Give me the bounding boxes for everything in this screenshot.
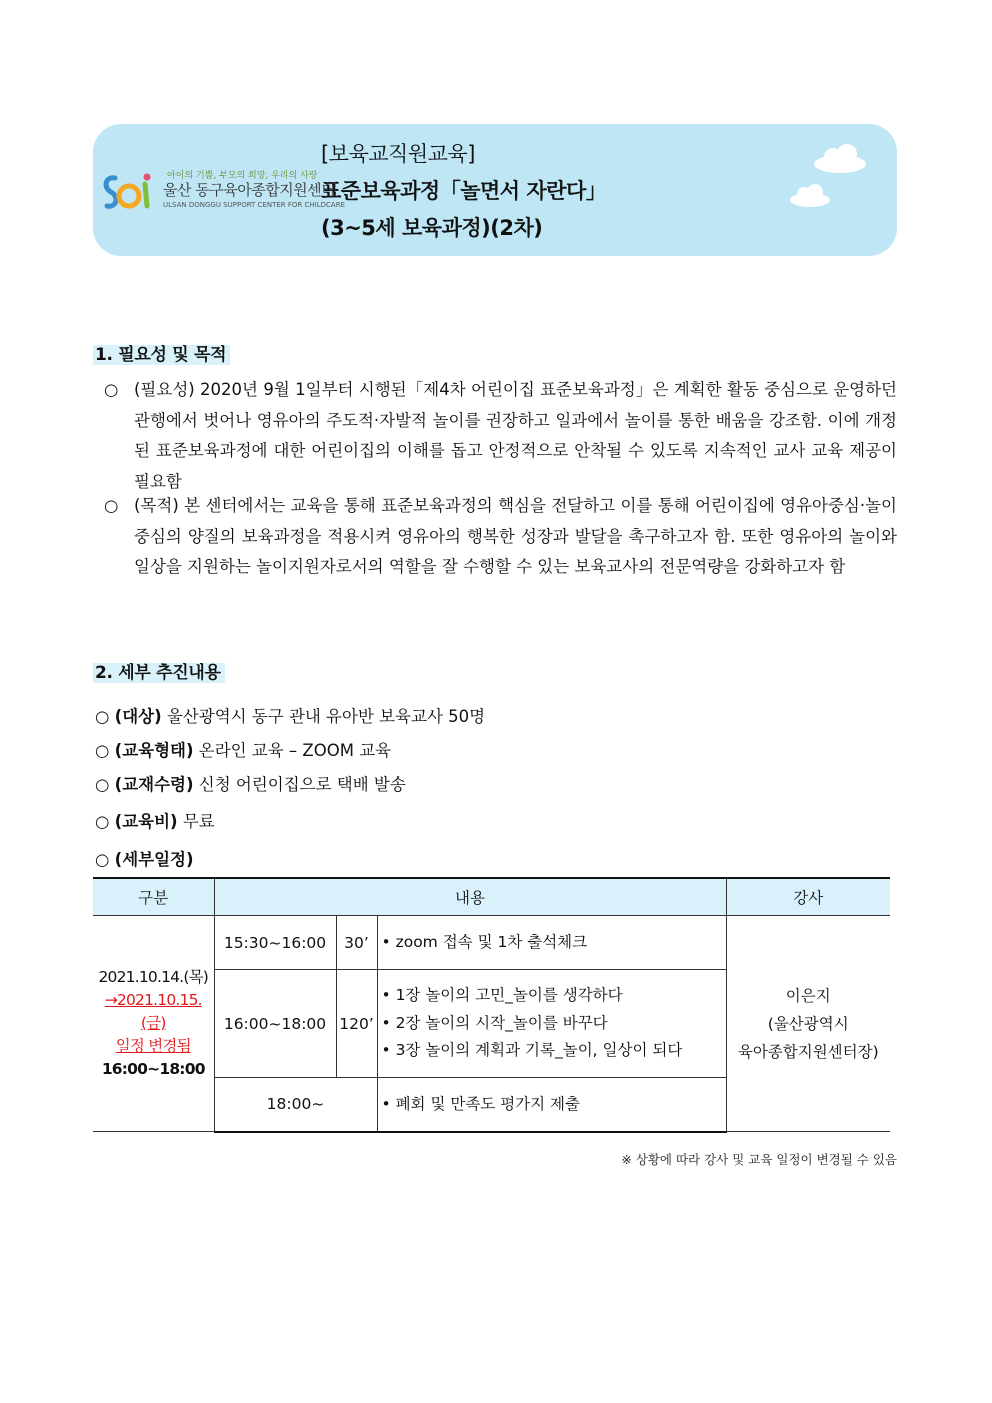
section-1-paragraph-purpose: ○ (목적) 본 센터에서는 교육을 통해 표준보육과정의 핵심을 전달하고 이를 통해 어린이집에 영유아중심·놀이중심의 양질의 보육과정을 적용시켜 영유아의 행복한 성장과 발달을 촉구하고자 함. 또한 영유아의 놀이와 일상을 지원하는 놀이지원자로서의 역할을 잘 수행할 수 있는 보육교사의 전문역량을 강화하고자 함 [104,496,897,576]
row-duration: 30’ [336,916,377,970]
logo-org-name: 울산 동구육아종합지원센터 [163,181,336,199]
table-header-row [93,878,890,916]
row-time: 16:00~18:00 [214,970,336,1078]
logo-mark-icon [101,170,161,214]
header-lecturer: 강사 [726,878,890,916]
row-duration: 120’ [336,970,377,1078]
page-title [321,136,606,247]
row-content: • 1장 놀이의 고민_놀이를 생각하다 • 2장 놀이의 시작_놀이를 바꾸다 • 3장 놀이의 계획과 기록_놀이, 일상이 되다 [377,970,726,1078]
title-line-2: 표준보육과정「놀면서 자란다」 [321,179,607,203]
row-content: • 폐회 및 만족도 평가지 제출 [377,1078,726,1132]
row-content: • zoom 접속 및 1차 출석체크 [377,916,726,970]
logo-english-name: ULSAN DONGGU SUPPORT CENTER FOR CHILDCARE [163,201,345,209]
schedule-table [93,877,890,1133]
header-category: 구분 [93,878,214,916]
logo-slogan: 아이의 기쁨, 부모의 희망, 우리의 사랑 [167,171,318,181]
row-time: 15:30~16:00 [214,916,336,970]
bullet-target: ○ (대상) 울산광역시 동구 관내 유아반 보육교사 50명 [95,707,486,726]
cloud-icon [788,182,832,208]
lecturer: 이은지 (울산광역시 육아종합지원센터장) [726,916,890,1132]
schedule-date: 2021.10.14.(목) →2021.10.15.(금) 일정 변경됨 16:00~18:00 [93,916,214,1132]
date-changed: →2021.10.15.(금) [104,991,202,1032]
section-2-title: 2. 세부 추진내용 [93,658,225,683]
row-time: 18:00~ [214,1078,377,1132]
header-banner [93,124,897,256]
bullet-fee: ○ (교육비) 무료 [95,812,215,831]
header-content: 내용 [214,878,726,916]
center-logo [101,166,345,216]
cloud-icon [811,142,869,174]
date-changed-notice: 일정 변경됨 [115,1037,191,1055]
footnote: ※ 상황에 따라 강사 및 교육 일정이 변경될 수 있음 [621,1152,897,1167]
title-line-3: (3~5세 보육과정)(2차) [321,216,543,240]
title-line-1: [보육교직원교육] [321,142,475,166]
section-1-paragraph-necessity: ○ (필요성) 2020년 9월 1일부터 시행된「제4차 어린이집 표준보육과정」은 계획한 활동 중심으로 운영하던 관행에서 벗어나 영유아의 주도적·자발적 놀이를 권장하고 일과에서 놀이를 통한 배움을 강조함. 이에 개정된 표준보육과정에 대한 어린이집의 이해를 돕고 안정적으로 안착될 수 있도록 지속적인 교사 교육 제공이 필요함 [104,380,897,491]
section-1-title: 1. 필요성 및 목적 [93,340,230,365]
bullet-schedule: ○ (세부일정) [95,850,194,869]
table-row [93,916,890,970]
bullet-materials: ○ (교재수령) 신청 어린이집으로 택배 발송 [95,775,406,794]
bullet-format: ○ (교육형태) 온라인 교육 – ZOOM 교육 [95,741,392,760]
